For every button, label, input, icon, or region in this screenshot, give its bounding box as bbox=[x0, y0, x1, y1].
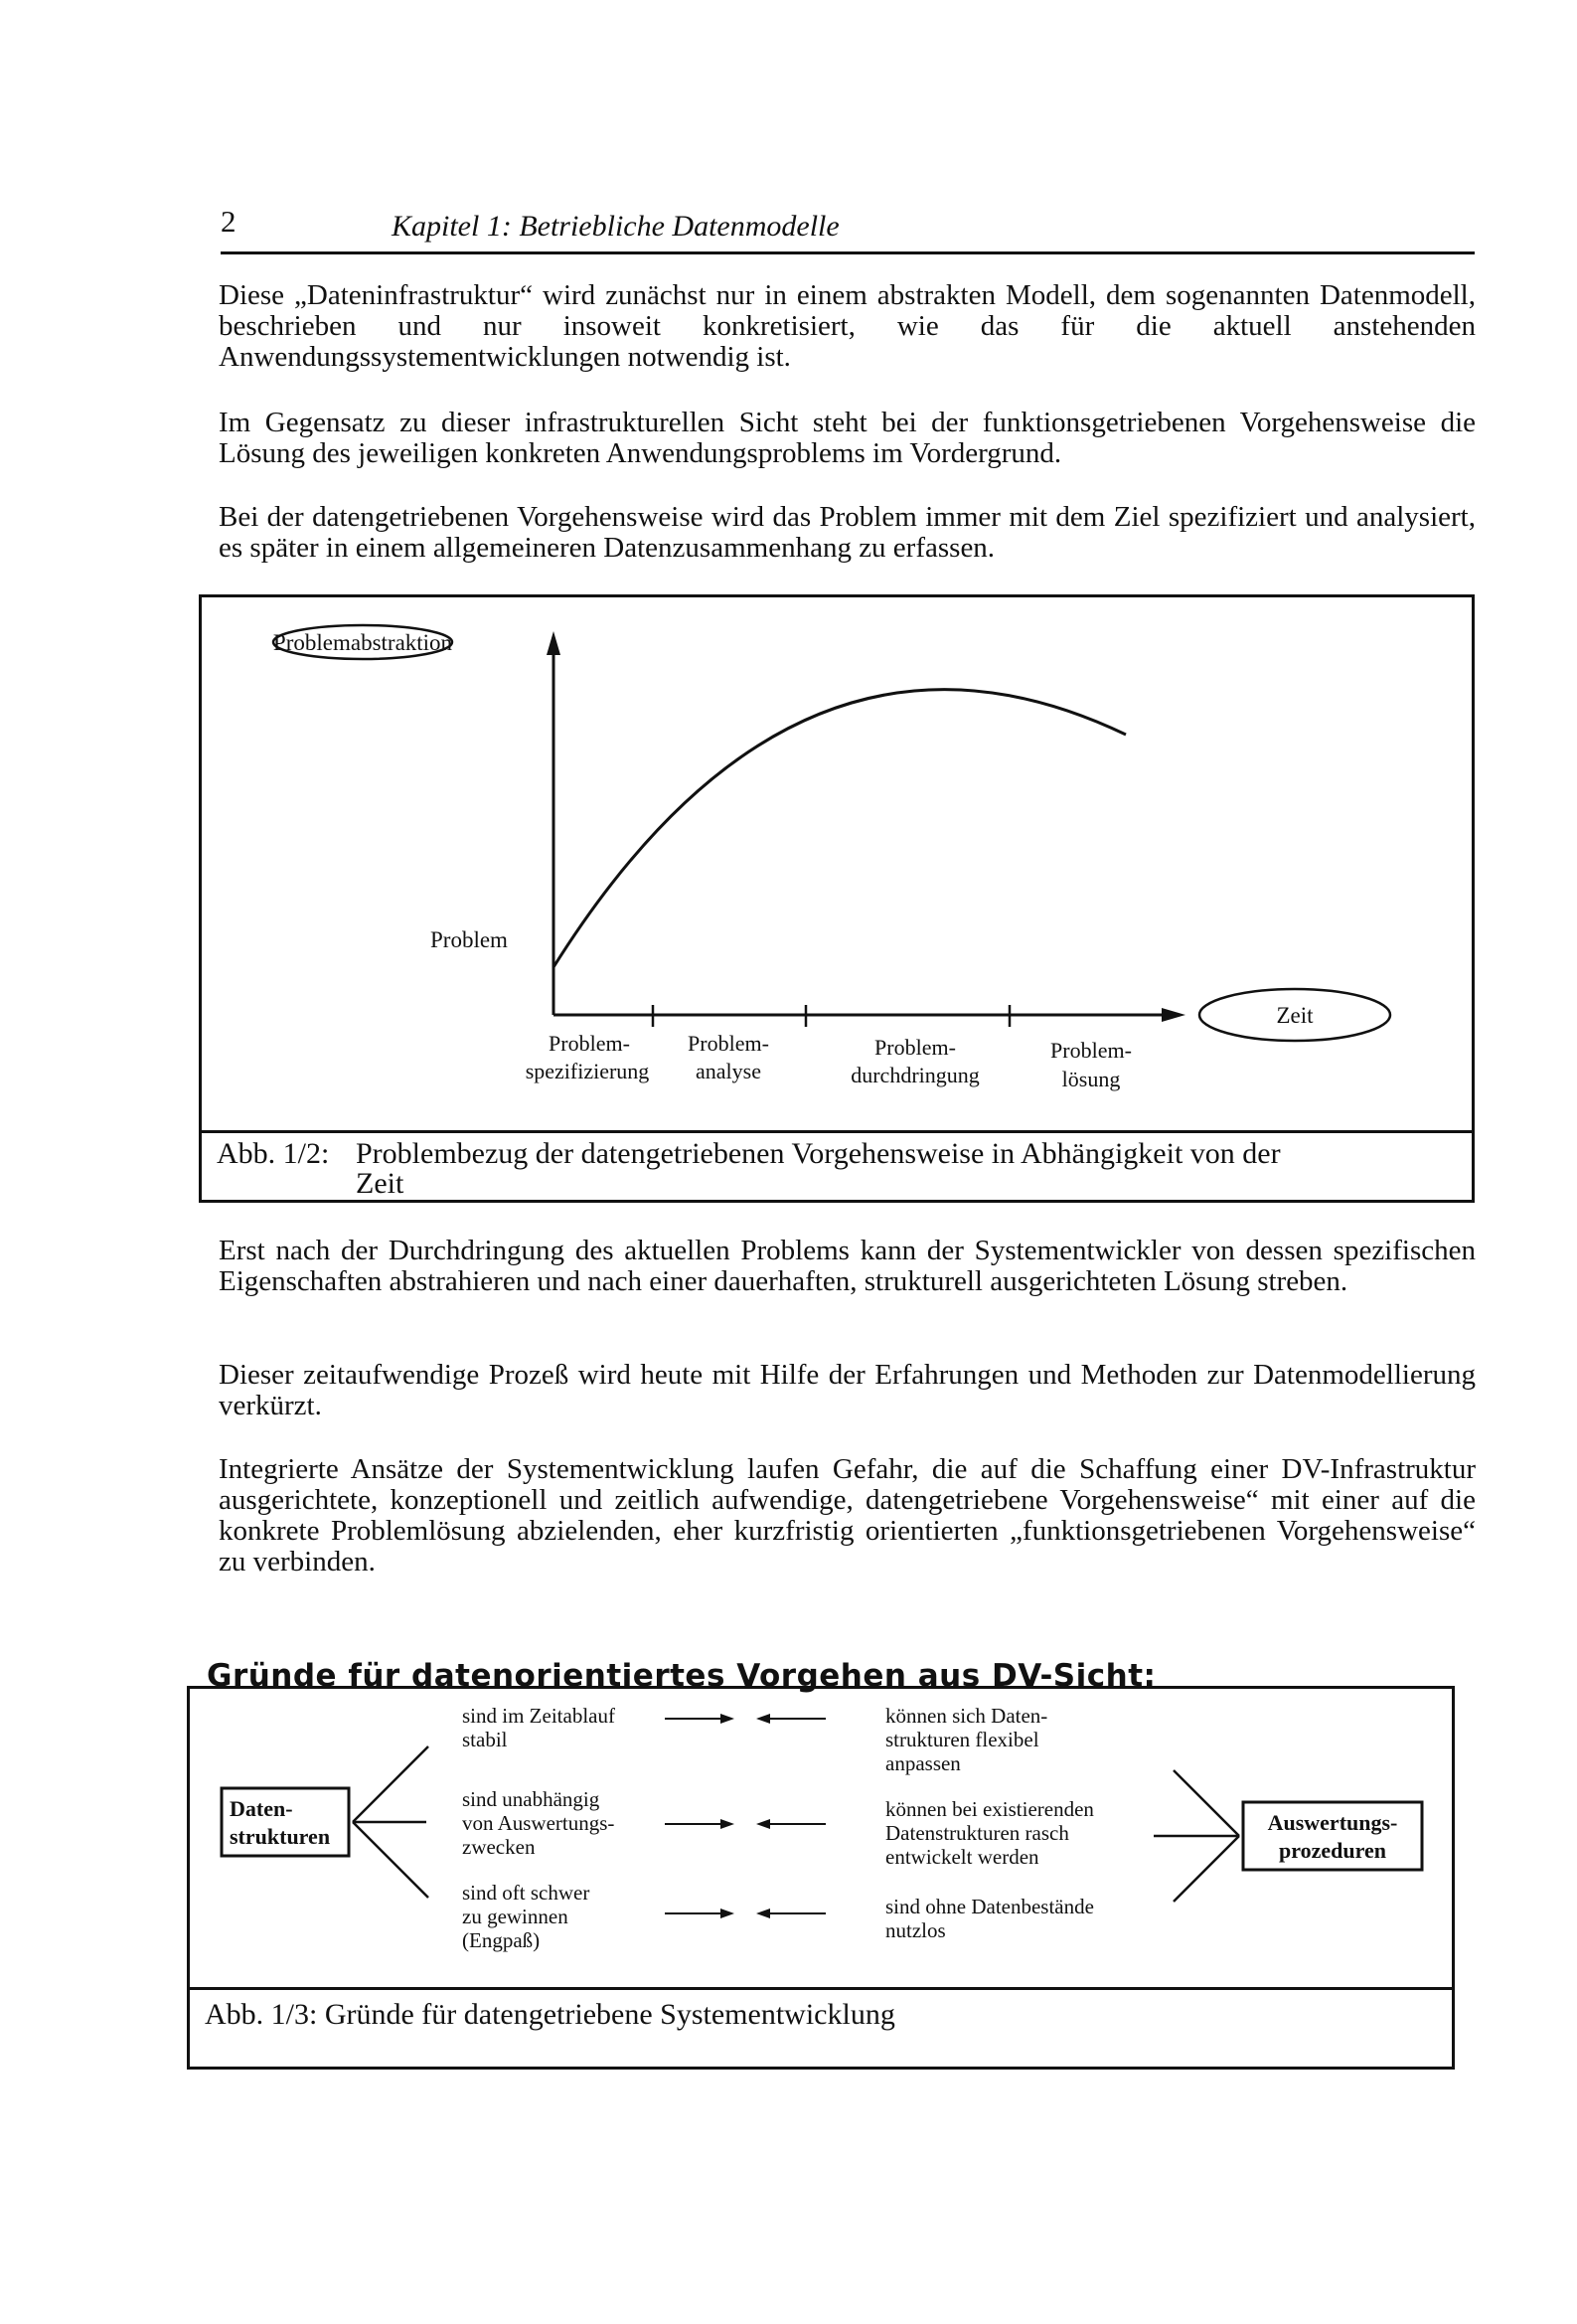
left-fan-top bbox=[353, 1746, 428, 1822]
right-reason-2-line2: Datenstrukturen rasch bbox=[885, 1821, 1069, 1845]
figure-1-caption-line2: Zeit bbox=[356, 1167, 404, 1200]
right-reason-3-line2: nutzlos bbox=[885, 1918, 946, 1942]
left-fan-bottom bbox=[353, 1822, 428, 1898]
phase-1-line1: Problem- bbox=[549, 1031, 630, 1056]
left-reason-1-line2: stabil bbox=[462, 1728, 508, 1751]
evaluation-procedures-line1: Auswertungs- bbox=[1267, 1810, 1398, 1835]
paragraph-4: Erst nach der Durchdringung des aktuellen Problems kann der Systementwickler von dessen spezifischen Eigenschaften abstrahieren und nach einer dauerhaften, strukturell ausgerichteten Lösung streben. bbox=[219, 1235, 1476, 1297]
paragraph-5: Dieser zeitaufwendige Prozeß wird heute mit Hilfe der Erfahrungen und Methoden zur Datenmodellierung verkürzt. bbox=[219, 1359, 1476, 1421]
left-reason-3-line3: (Engpaß) bbox=[462, 1928, 541, 1952]
left-reason-2-line1: sind unabhängig bbox=[462, 1787, 600, 1811]
left-reason-2-line2: von Auswertungs- bbox=[462, 1811, 615, 1835]
phase-1-line2: spezifizierung bbox=[525, 1059, 650, 1083]
phase-3-line2: durchdringung bbox=[851, 1063, 980, 1087]
figure-2-caption: Abb. 1/3: Gründe für datengetriebene Systementwicklung bbox=[190, 1987, 1452, 2062]
figure-1-caption-label: Abb. 1/2: bbox=[217, 1137, 330, 1170]
paragraph-2: Im Gegensatz zu dieser infrastrukturellen Sicht steht bei der funktionsgetriebenen Vorgehensweise die Lösung des jeweiligen konkreten Anwendungsproblems im Vordergrund. bbox=[219, 407, 1476, 469]
left-reason-1-line1: sind im Zeitablauf bbox=[462, 1704, 615, 1728]
right-reason-2-line3: entwickelt werden bbox=[885, 1845, 1039, 1869]
y-axis-arrowhead bbox=[547, 631, 560, 655]
x-axis-label: Zeit bbox=[1276, 1003, 1314, 1028]
arrow-pair-1 bbox=[665, 1714, 826, 1724]
evaluation-procedures-line2: prozeduren bbox=[1279, 1838, 1386, 1863]
page-header bbox=[221, 204, 1475, 254]
data-structures-line2: strukturen bbox=[230, 1824, 331, 1849]
section-heading: Gründe für datenorientiertes Vorgehen aus DV-Sicht: bbox=[207, 1658, 1157, 1694]
right-reason-3-line1: sind ohne Datenbestände bbox=[885, 1895, 1094, 1918]
figure-1-diagram bbox=[202, 597, 1472, 1132]
figure-problem-abstraction bbox=[199, 594, 1475, 1203]
arrow-pair-3 bbox=[665, 1909, 826, 1918]
right-fan-bottom bbox=[1174, 1836, 1239, 1902]
right-reason-2-line1: können bei existierenden bbox=[885, 1797, 1094, 1821]
right-reason-1-line1: können sich Daten- bbox=[885, 1704, 1048, 1728]
left-reason-3-line2: zu gewinnen bbox=[462, 1905, 568, 1928]
problem-axis-text: Problem bbox=[430, 927, 508, 952]
left-reason-3-line1: sind oft schwer bbox=[462, 1881, 590, 1905]
data-structures-line1: Daten- bbox=[230, 1796, 293, 1821]
x-axis-arrowhead bbox=[1162, 1008, 1185, 1022]
right-fan-top bbox=[1174, 1770, 1239, 1836]
paragraph-6: Integrierte Ansätze der Systementwicklung laufen Gefahr, die auf die Schaffung einer DV-Infrastruktur ausgerichtete, konzeptionell und zeitlich aufwendige, datengetriebene Vorgehensweise“ mit einer auf die konkrete Problemlösung abzielenden, eher kurzfristig orientierten „funktionsgetriebenen Vorgehensweise“ zu verbinden. bbox=[219, 1453, 1476, 1577]
figure-1-caption bbox=[202, 1130, 1472, 1205]
y-axis-label: Problemabstraktion bbox=[272, 630, 453, 655]
paragraph-3: Bei der datengetriebenen Vorgehensweise wird das Problem immer mit dem Ziel spezifiziert und analysiert, es später in einem allgemeineren Datenzusammenhang zu erfassen. bbox=[219, 501, 1476, 564]
phase-3-line1: Problem- bbox=[874, 1035, 956, 1060]
phase-2-line2: analyse bbox=[696, 1059, 761, 1083]
figure-reasons bbox=[187, 1686, 1455, 2070]
problem-curve bbox=[553, 690, 1126, 967]
chapter-title: Kapitel 1: Betriebliche Datenmodelle bbox=[392, 210, 840, 243]
phase-4-line1: Problem- bbox=[1050, 1038, 1132, 1063]
phase-2-line1: Problem- bbox=[688, 1031, 769, 1056]
arrow-pair-2 bbox=[665, 1819, 826, 1829]
page-number: 2 bbox=[221, 204, 237, 239]
paragraph-1: Diese „Dateninfrastruktur“ wird zunächst nur in einem abstrakten Modell, dem sogenannten Datenmodell, beschrieben und nur insoweit konkretisiert, wie das für die aktuell anstehenden Anwendungssystementwicklungen notwendig ist. bbox=[219, 279, 1476, 373]
right-reason-1-line3: anpassen bbox=[885, 1751, 961, 1775]
left-reason-2-line3: zwecken bbox=[462, 1835, 536, 1859]
right-reason-1-line2: strukturen flexibel bbox=[885, 1728, 1039, 1751]
figure-2-diagram bbox=[190, 1689, 1452, 1987]
phase-4-line2: lösung bbox=[1061, 1067, 1121, 1091]
figure-1-caption-line1: Problembezug der datengetriebenen Vorgehensweise in Abhängigkeit von der bbox=[356, 1137, 1281, 1170]
